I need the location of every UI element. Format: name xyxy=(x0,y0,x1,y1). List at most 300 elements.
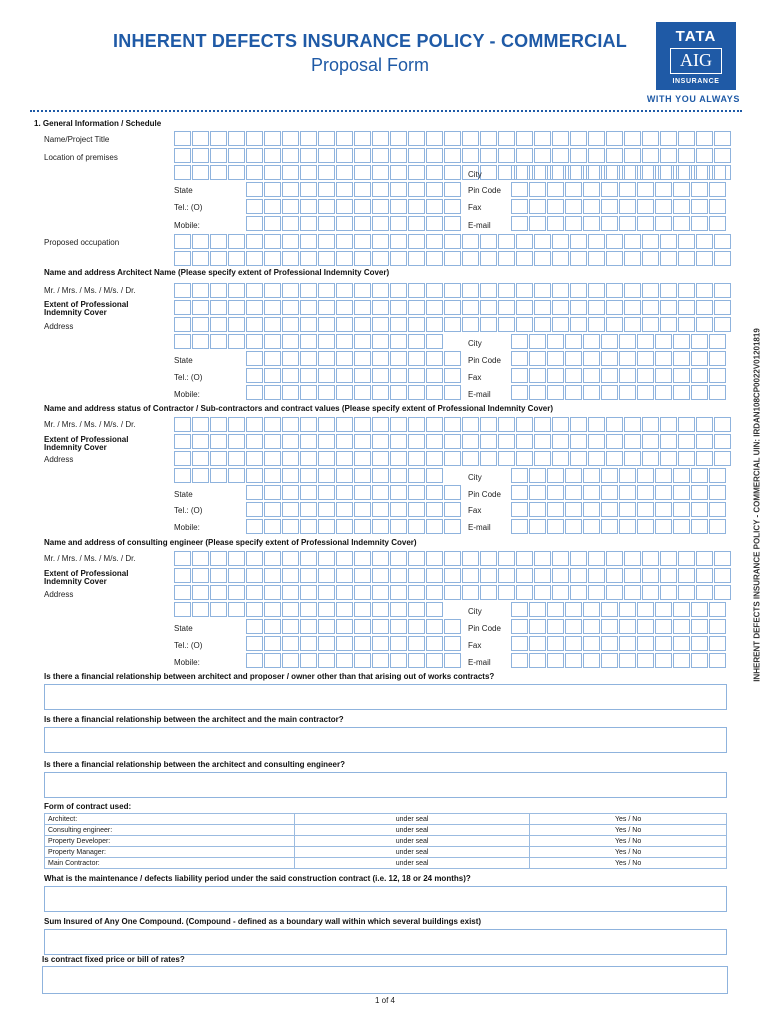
char-box[interactable] xyxy=(552,434,569,449)
char-box[interactable] xyxy=(300,417,317,432)
char-box[interactable] xyxy=(228,234,245,249)
char-box[interactable] xyxy=(192,131,209,146)
char-box[interactable] xyxy=(606,568,623,583)
char-box[interactable] xyxy=(210,568,227,583)
answer-box-q1[interactable] xyxy=(44,684,727,710)
char-box[interactable] xyxy=(637,368,654,383)
char-box[interactable] xyxy=(642,234,659,249)
char-box[interactable] xyxy=(462,148,479,163)
char-box[interactable] xyxy=(390,385,407,400)
char-box[interactable] xyxy=(619,351,636,366)
char-box[interactable] xyxy=(660,234,677,249)
char-box[interactable] xyxy=(601,636,618,651)
char-box[interactable] xyxy=(264,585,281,600)
char-box[interactable] xyxy=(624,568,641,583)
char-box[interactable] xyxy=(318,602,335,617)
char-box[interactable] xyxy=(529,351,546,366)
char-box[interactable] xyxy=(300,568,317,583)
char-box[interactable] xyxy=(444,653,461,668)
char-box[interactable] xyxy=(390,368,407,383)
input-architect-name[interactable] xyxy=(174,283,732,298)
char-box[interactable] xyxy=(678,251,695,266)
input-engineer-pin[interactable] xyxy=(511,619,727,634)
char-box[interactable] xyxy=(228,300,245,315)
char-box[interactable] xyxy=(318,131,335,146)
char-box[interactable] xyxy=(228,602,245,617)
char-box[interactable] xyxy=(511,334,528,349)
char-box[interactable] xyxy=(390,131,407,146)
char-box[interactable] xyxy=(372,636,389,651)
char-box[interactable] xyxy=(264,334,281,349)
char-box[interactable] xyxy=(480,551,497,566)
char-box[interactable] xyxy=(655,182,672,197)
input-fax[interactable] xyxy=(511,199,727,214)
input-contractor-city[interactable] xyxy=(511,468,727,483)
char-box[interactable] xyxy=(336,300,353,315)
char-box[interactable] xyxy=(709,519,726,534)
char-box[interactable] xyxy=(480,131,497,146)
char-box[interactable] xyxy=(696,251,713,266)
char-box[interactable] xyxy=(678,451,695,466)
char-box[interactable] xyxy=(691,653,708,668)
char-box[interactable] xyxy=(282,585,299,600)
char-box[interactable] xyxy=(354,502,371,517)
char-box[interactable] xyxy=(552,234,569,249)
char-box[interactable] xyxy=(619,334,636,349)
char-box[interactable] xyxy=(264,451,281,466)
char-box[interactable] xyxy=(534,251,551,266)
char-box[interactable] xyxy=(210,234,227,249)
char-box[interactable] xyxy=(606,131,623,146)
char-box[interactable] xyxy=(444,148,461,163)
char-box[interactable] xyxy=(529,485,546,500)
char-box[interactable] xyxy=(619,619,636,634)
char-box[interactable] xyxy=(336,468,353,483)
char-box[interactable] xyxy=(529,653,546,668)
char-box[interactable] xyxy=(264,468,281,483)
char-box[interactable] xyxy=(709,468,726,483)
char-box[interactable] xyxy=(228,317,245,332)
char-box[interactable] xyxy=(655,468,672,483)
char-box[interactable] xyxy=(583,653,600,668)
char-box[interactable] xyxy=(565,519,582,534)
char-box[interactable] xyxy=(583,485,600,500)
under-seal-cell[interactable]: under seal xyxy=(295,825,530,836)
char-box[interactable] xyxy=(264,519,281,534)
char-box[interactable] xyxy=(282,485,299,500)
char-box[interactable] xyxy=(246,653,263,668)
char-box[interactable] xyxy=(336,334,353,349)
char-box[interactable] xyxy=(390,653,407,668)
char-box[interactable] xyxy=(390,182,407,197)
char-box[interactable] xyxy=(714,148,731,163)
char-box[interactable] xyxy=(426,653,443,668)
char-box[interactable] xyxy=(300,636,317,651)
input-contractor-tel[interactable] xyxy=(246,502,462,517)
yes-no-cell[interactable]: Yes / No xyxy=(530,836,727,847)
char-box[interactable] xyxy=(246,451,263,466)
char-box[interactable] xyxy=(588,434,605,449)
char-box[interactable] xyxy=(174,551,191,566)
char-box[interactable] xyxy=(228,568,245,583)
char-box[interactable] xyxy=(529,165,546,180)
input-name-project[interactable] xyxy=(174,131,732,146)
char-box[interactable] xyxy=(673,636,690,651)
char-box[interactable] xyxy=(606,451,623,466)
char-box[interactable] xyxy=(210,468,227,483)
char-box[interactable] xyxy=(444,351,461,366)
yes-no-cell[interactable]: Yes / No xyxy=(530,847,727,858)
char-box[interactable] xyxy=(372,334,389,349)
char-box[interactable] xyxy=(390,551,407,566)
input-mobile[interactable] xyxy=(246,216,462,231)
char-box[interactable] xyxy=(691,636,708,651)
char-box[interactable] xyxy=(619,182,636,197)
char-box[interactable] xyxy=(300,468,317,483)
char-box[interactable] xyxy=(300,451,317,466)
char-box[interactable] xyxy=(192,334,209,349)
char-box[interactable] xyxy=(583,602,600,617)
input-architect-email[interactable] xyxy=(511,385,727,400)
char-box[interactable] xyxy=(565,216,582,231)
char-box[interactable] xyxy=(534,300,551,315)
char-box[interactable] xyxy=(192,165,209,180)
char-box[interactable] xyxy=(552,317,569,332)
char-box[interactable] xyxy=(709,351,726,366)
char-box[interactable] xyxy=(516,434,533,449)
char-box[interactable] xyxy=(583,216,600,231)
char-box[interactable] xyxy=(673,519,690,534)
char-box[interactable] xyxy=(570,148,587,163)
char-box[interactable] xyxy=(318,165,335,180)
char-box[interactable] xyxy=(408,334,425,349)
char-box[interactable] xyxy=(282,451,299,466)
char-box[interactable] xyxy=(282,568,299,583)
char-box[interactable] xyxy=(336,585,353,600)
char-box[interactable] xyxy=(372,602,389,617)
char-box[interactable] xyxy=(673,653,690,668)
char-box[interactable] xyxy=(174,434,191,449)
char-box[interactable] xyxy=(642,251,659,266)
char-box[interactable] xyxy=(336,199,353,214)
char-box[interactable] xyxy=(516,568,533,583)
char-box[interactable] xyxy=(354,434,371,449)
char-box[interactable] xyxy=(192,602,209,617)
char-box[interactable] xyxy=(408,417,425,432)
char-box[interactable] xyxy=(318,502,335,517)
char-box[interactable] xyxy=(673,182,690,197)
char-box[interactable] xyxy=(624,317,641,332)
char-box[interactable] xyxy=(372,131,389,146)
char-box[interactable] xyxy=(529,519,546,534)
char-box[interactable] xyxy=(565,199,582,214)
char-box[interactable] xyxy=(426,468,443,483)
char-box[interactable] xyxy=(318,199,335,214)
char-box[interactable] xyxy=(547,385,564,400)
char-box[interactable] xyxy=(444,636,461,651)
char-box[interactable] xyxy=(570,434,587,449)
char-box[interactable] xyxy=(336,283,353,298)
input-architect-extent[interactable] xyxy=(174,300,732,315)
char-box[interactable] xyxy=(264,434,281,449)
char-box[interactable] xyxy=(192,434,209,449)
char-box[interactable] xyxy=(637,519,654,534)
char-box[interactable] xyxy=(642,148,659,163)
char-box[interactable] xyxy=(192,468,209,483)
char-box[interactable] xyxy=(354,468,371,483)
char-box[interactable] xyxy=(354,519,371,534)
char-box[interactable] xyxy=(210,283,227,298)
char-box[interactable] xyxy=(210,300,227,315)
char-box[interactable] xyxy=(336,417,353,432)
answer-box-q3[interactable] xyxy=(44,772,727,798)
char-box[interactable] xyxy=(426,568,443,583)
char-box[interactable] xyxy=(696,434,713,449)
char-box[interactable] xyxy=(264,551,281,566)
char-box[interactable] xyxy=(318,283,335,298)
char-box[interactable] xyxy=(547,182,564,197)
char-box[interactable] xyxy=(426,417,443,432)
char-box[interactable] xyxy=(516,234,533,249)
char-box[interactable] xyxy=(318,485,335,500)
char-box[interactable] xyxy=(426,283,443,298)
char-box[interactable] xyxy=(696,551,713,566)
char-box[interactable] xyxy=(408,502,425,517)
char-box[interactable] xyxy=(529,334,546,349)
char-box[interactable] xyxy=(174,334,191,349)
char-box[interactable] xyxy=(372,300,389,315)
char-box[interactable] xyxy=(678,434,695,449)
char-box[interactable] xyxy=(642,568,659,583)
char-box[interactable] xyxy=(318,417,335,432)
char-box[interactable] xyxy=(673,385,690,400)
char-box[interactable] xyxy=(444,551,461,566)
input-architect-pin[interactable] xyxy=(511,351,727,366)
char-box[interactable] xyxy=(655,602,672,617)
char-box[interactable] xyxy=(318,653,335,668)
char-box[interactable] xyxy=(673,216,690,231)
char-box[interactable] xyxy=(426,551,443,566)
char-box[interactable] xyxy=(709,216,726,231)
char-box[interactable] xyxy=(480,251,497,266)
char-box[interactable] xyxy=(660,148,677,163)
char-box[interactable] xyxy=(408,451,425,466)
char-box[interactable] xyxy=(511,182,528,197)
char-box[interactable] xyxy=(619,602,636,617)
char-box[interactable] xyxy=(408,317,425,332)
char-box[interactable] xyxy=(282,636,299,651)
char-box[interactable] xyxy=(588,283,605,298)
char-box[interactable] xyxy=(336,368,353,383)
input-contractor-extent[interactable] xyxy=(174,434,732,449)
char-box[interactable] xyxy=(372,519,389,534)
char-box[interactable] xyxy=(444,502,461,517)
char-box[interactable] xyxy=(282,334,299,349)
char-box[interactable] xyxy=(660,451,677,466)
char-box[interactable] xyxy=(426,182,443,197)
char-box[interactable] xyxy=(336,636,353,651)
char-box[interactable] xyxy=(462,251,479,266)
under-seal-cell[interactable]: under seal xyxy=(295,858,530,869)
yes-no-cell[interactable]: Yes / No xyxy=(530,825,727,836)
char-box[interactable] xyxy=(282,653,299,668)
char-box[interactable] xyxy=(480,165,497,180)
char-box[interactable] xyxy=(408,368,425,383)
char-box[interactable] xyxy=(601,519,618,534)
under-seal-cell[interactable]: under seal xyxy=(295,836,530,847)
char-box[interactable] xyxy=(601,502,618,517)
char-box[interactable] xyxy=(210,334,227,349)
char-box[interactable] xyxy=(619,368,636,383)
char-box[interactable] xyxy=(642,317,659,332)
char-box[interactable] xyxy=(426,434,443,449)
char-box[interactable] xyxy=(642,300,659,315)
char-box[interactable] xyxy=(624,451,641,466)
char-box[interactable] xyxy=(655,636,672,651)
char-box[interactable] xyxy=(655,502,672,517)
char-box[interactable] xyxy=(606,585,623,600)
char-box[interactable] xyxy=(444,300,461,315)
char-box[interactable] xyxy=(444,317,461,332)
char-box[interactable] xyxy=(282,385,299,400)
char-box[interactable] xyxy=(264,417,281,432)
char-box[interactable] xyxy=(516,417,533,432)
char-box[interactable] xyxy=(534,283,551,298)
char-box[interactable] xyxy=(588,300,605,315)
char-box[interactable] xyxy=(642,451,659,466)
char-box[interactable] xyxy=(444,199,461,214)
char-box[interactable] xyxy=(570,234,587,249)
char-box[interactable] xyxy=(354,485,371,500)
char-box[interactable] xyxy=(246,385,263,400)
char-box[interactable] xyxy=(709,653,726,668)
input-engineer-fax[interactable] xyxy=(511,636,727,651)
char-box[interactable] xyxy=(354,216,371,231)
char-box[interactable] xyxy=(678,568,695,583)
char-box[interactable] xyxy=(547,502,564,517)
char-box[interactable] xyxy=(570,317,587,332)
char-box[interactable] xyxy=(655,165,672,180)
char-box[interactable] xyxy=(529,216,546,231)
char-box[interactable] xyxy=(462,434,479,449)
input-contractor-address[interactable] xyxy=(174,451,732,466)
char-box[interactable] xyxy=(696,568,713,583)
char-box[interactable] xyxy=(300,300,317,315)
char-box[interactable] xyxy=(547,468,564,483)
char-box[interactable] xyxy=(655,351,672,366)
char-box[interactable] xyxy=(228,283,245,298)
char-box[interactable] xyxy=(570,131,587,146)
char-box[interactable] xyxy=(529,385,546,400)
char-box[interactable] xyxy=(228,334,245,349)
char-box[interactable] xyxy=(390,300,407,315)
char-box[interactable] xyxy=(318,451,335,466)
char-box[interactable] xyxy=(691,502,708,517)
char-box[interactable] xyxy=(408,385,425,400)
char-box[interactable] xyxy=(174,585,191,600)
char-box[interactable] xyxy=(637,636,654,651)
char-box[interactable] xyxy=(354,165,371,180)
char-box[interactable] xyxy=(511,502,528,517)
char-box[interactable] xyxy=(426,602,443,617)
char-box[interactable] xyxy=(444,417,461,432)
char-box[interactable] xyxy=(390,502,407,517)
char-box[interactable] xyxy=(552,451,569,466)
char-box[interactable] xyxy=(606,551,623,566)
char-box[interactable] xyxy=(565,636,582,651)
char-box[interactable] xyxy=(408,300,425,315)
char-box[interactable] xyxy=(511,468,528,483)
char-box[interactable] xyxy=(570,585,587,600)
char-box[interactable] xyxy=(228,148,245,163)
char-box[interactable] xyxy=(246,636,263,651)
char-box[interactable] xyxy=(264,283,281,298)
char-box[interactable] xyxy=(606,234,623,249)
char-box[interactable] xyxy=(444,165,461,180)
char-box[interactable] xyxy=(246,485,263,500)
char-box[interactable] xyxy=(660,251,677,266)
char-box[interactable] xyxy=(547,199,564,214)
char-box[interactable] xyxy=(300,368,317,383)
char-box[interactable] xyxy=(174,317,191,332)
input-engineer-tel[interactable] xyxy=(246,636,462,651)
char-box[interactable] xyxy=(318,585,335,600)
input-occupation-2[interactable] xyxy=(174,251,732,266)
char-box[interactable] xyxy=(264,568,281,583)
char-box[interactable] xyxy=(300,585,317,600)
char-box[interactable] xyxy=(264,351,281,366)
char-box[interactable] xyxy=(570,551,587,566)
char-box[interactable] xyxy=(691,165,708,180)
char-box[interactable] xyxy=(372,585,389,600)
char-box[interactable] xyxy=(709,619,726,634)
char-box[interactable] xyxy=(709,165,726,180)
char-box[interactable] xyxy=(318,385,335,400)
char-box[interactable] xyxy=(390,317,407,332)
char-box[interactable] xyxy=(642,131,659,146)
char-box[interactable] xyxy=(282,502,299,517)
char-box[interactable] xyxy=(547,351,564,366)
char-box[interactable] xyxy=(588,568,605,583)
char-box[interactable] xyxy=(192,551,209,566)
char-box[interactable] xyxy=(511,165,528,180)
under-seal-cell[interactable]: under seal xyxy=(295,847,530,858)
char-box[interactable] xyxy=(318,568,335,583)
char-box[interactable] xyxy=(462,283,479,298)
char-box[interactable] xyxy=(714,417,731,432)
char-box[interactable] xyxy=(642,585,659,600)
char-box[interactable] xyxy=(624,417,641,432)
char-box[interactable] xyxy=(601,199,618,214)
char-box[interactable] xyxy=(570,283,587,298)
char-box[interactable] xyxy=(637,653,654,668)
char-box[interactable] xyxy=(678,551,695,566)
char-box[interactable] xyxy=(565,602,582,617)
char-box[interactable] xyxy=(529,182,546,197)
char-box[interactable] xyxy=(426,334,443,349)
char-box[interactable] xyxy=(534,417,551,432)
char-box[interactable] xyxy=(354,148,371,163)
char-box[interactable] xyxy=(390,568,407,583)
char-box[interactable] xyxy=(426,234,443,249)
input-contractor-state[interactable] xyxy=(246,485,462,500)
char-box[interactable] xyxy=(619,385,636,400)
char-box[interactable] xyxy=(282,300,299,315)
char-box[interactable] xyxy=(228,417,245,432)
char-box[interactable] xyxy=(426,131,443,146)
char-box[interactable] xyxy=(282,199,299,214)
char-box[interactable] xyxy=(264,636,281,651)
